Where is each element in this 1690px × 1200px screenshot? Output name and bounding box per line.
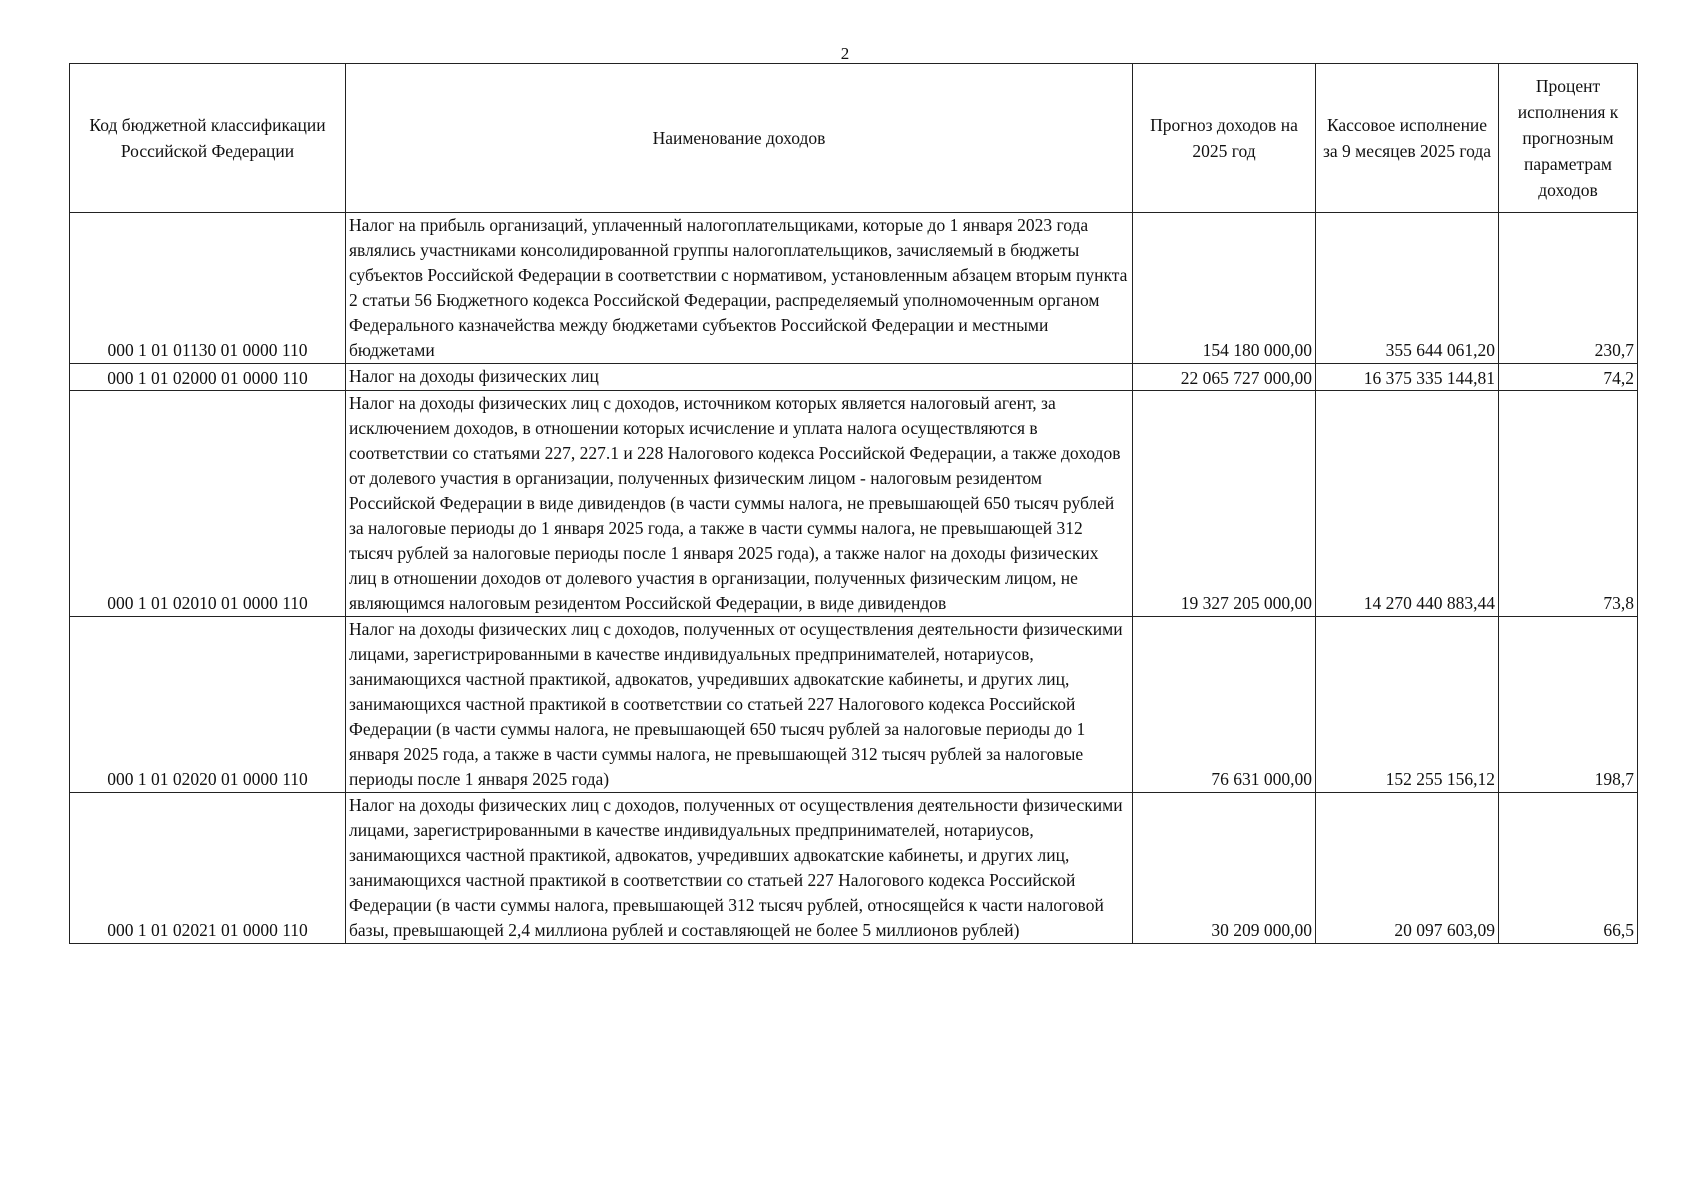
page-number: 2 bbox=[840, 44, 850, 63]
row-percent: 198,7 bbox=[1499, 617, 1638, 793]
header-row bbox=[70, 64, 1638, 213]
table-row bbox=[70, 391, 1638, 617]
row-code: 000 1 01 02021 01 0000 110 bbox=[70, 793, 346, 944]
row-execution: 152 255 156,12 bbox=[1316, 617, 1499, 793]
table-row bbox=[70, 793, 1638, 944]
row-code: 000 1 01 02020 01 0000 110 bbox=[70, 617, 346, 793]
table-body bbox=[70, 213, 1638, 944]
row-percent: 74,2 bbox=[1499, 364, 1638, 391]
row-percent: 66,5 bbox=[1499, 793, 1638, 944]
row-name: Налог на доходы физических лиц bbox=[346, 364, 1133, 391]
table-row bbox=[70, 364, 1638, 391]
table-header bbox=[70, 64, 1638, 213]
header-execution: Кассовое исполнение за 9 месяцев 2025 года bbox=[1316, 64, 1499, 213]
row-name: Налог на доходы физических лиц с доходов, полученных от осуществления деятельности физическими лицами, зарегистрированными в качестве индивидуальных предпринимателей, нотариусов, занимающихся частной практикой, адвокатов, учредивших адвокатские кабинеты, и других лиц, занимающихся частной практикой в соответствии со статьей 227 Налогового кодекса Российской Федерации (в части суммы налога, превышающей 312 тысяч рублей, относящейся к части налоговой базы, превышающей 2,4 миллиона рублей и составляющей не более 5 миллионов рублей) bbox=[346, 793, 1133, 944]
header-forecast: Прогноз доходов на 2025 год bbox=[1133, 64, 1316, 213]
row-code: 000 1 01 02000 01 0000 110 bbox=[70, 364, 346, 391]
row-execution: 355 644 061,20 bbox=[1316, 213, 1499, 364]
row-forecast: 19 327 205 000,00 bbox=[1133, 391, 1316, 617]
row-percent: 73,8 bbox=[1499, 391, 1638, 617]
row-name: Налог на доходы физических лиц с доходов, источником которых является налоговый агент, за исключением доходов, в отношении которых исчисление и уплата налога осуществляются в соответствии со статьями 227, 227.1 и 228 Налогового кодекса Российской Федерации, а также доходов от долевого участия в организации, полученных физическим лицом - налоговым резидентом Российской Федерации в виде дивидендов (в части суммы налога, не превышающей 650 тысяч рублей за налоговые периоды до 1 января 2025 года, а также в части суммы налога, не превышающей 312 тысяч рублей за налоговые периоды после 1 января 2025 года), а также налог на доходы физических лиц в отношении доходов от долевого участия в организации, полученных физическим лицом, не являющимся налоговым резидентом Российской Федерации, в виде дивидендов bbox=[346, 391, 1133, 617]
header-percent: Процент исполнения к прогнозным параметрам доходов bbox=[1499, 64, 1638, 213]
row-forecast: 22 065 727 000,00 bbox=[1133, 364, 1316, 391]
row-name: Налог на доходы физических лиц с доходов, полученных от осуществления деятельности физическими лицами, зарегистрированными в качестве индивидуальных предпринимателей, нотариусов, занимающихся частной практикой, адвокатов, учредивших адвокатские кабинеты, и других лиц, занимающихся частной практикой в соответствии со статьей 227 Налогового кодекса Российской Федерации (в части суммы налога, не превышающей 650 тысяч рублей за налоговые периоды до 1 января 2025 года, а также в части суммы налога, не превышающей 312 тысяч рублей за налоговые периоды после 1 января 2025 года) bbox=[346, 617, 1133, 793]
row-execution: 16 375 335 144,81 bbox=[1316, 364, 1499, 391]
header-code: Код бюджетной классификации Российской Федерации bbox=[70, 64, 346, 213]
header-name: Наименование доходов bbox=[346, 64, 1133, 213]
row-forecast: 30 209 000,00 bbox=[1133, 793, 1316, 944]
revenue-table bbox=[69, 63, 1638, 944]
table-row bbox=[70, 617, 1638, 793]
row-forecast: 76 631 000,00 bbox=[1133, 617, 1316, 793]
table-row bbox=[70, 213, 1638, 364]
row-forecast: 154 180 000,00 bbox=[1133, 213, 1316, 364]
row-name: Налог на прибыль организаций, уплаченный налогоплательщиками, которые до 1 января 2023 года являлись участниками консолидированной группы налогоплательщиков, зачисляемый в бюджеты субъектов Российской Федерации в соответствии с нормативом, установленным абзацем вторым пункта 2 статьи 56 Бюджетного кодекса Российской Федерации, распределяемый уполномоченным органом Федерального казначейства между бюджетами субъектов Российской Федерации и местными бюджетами bbox=[346, 213, 1133, 364]
row-execution: 20 097 603,09 bbox=[1316, 793, 1499, 944]
row-code: 000 1 01 01130 01 0000 110 bbox=[70, 213, 346, 364]
row-percent: 230,7 bbox=[1499, 213, 1638, 364]
row-execution: 14 270 440 883,44 bbox=[1316, 391, 1499, 617]
row-code: 000 1 01 02010 01 0000 110 bbox=[70, 391, 346, 617]
